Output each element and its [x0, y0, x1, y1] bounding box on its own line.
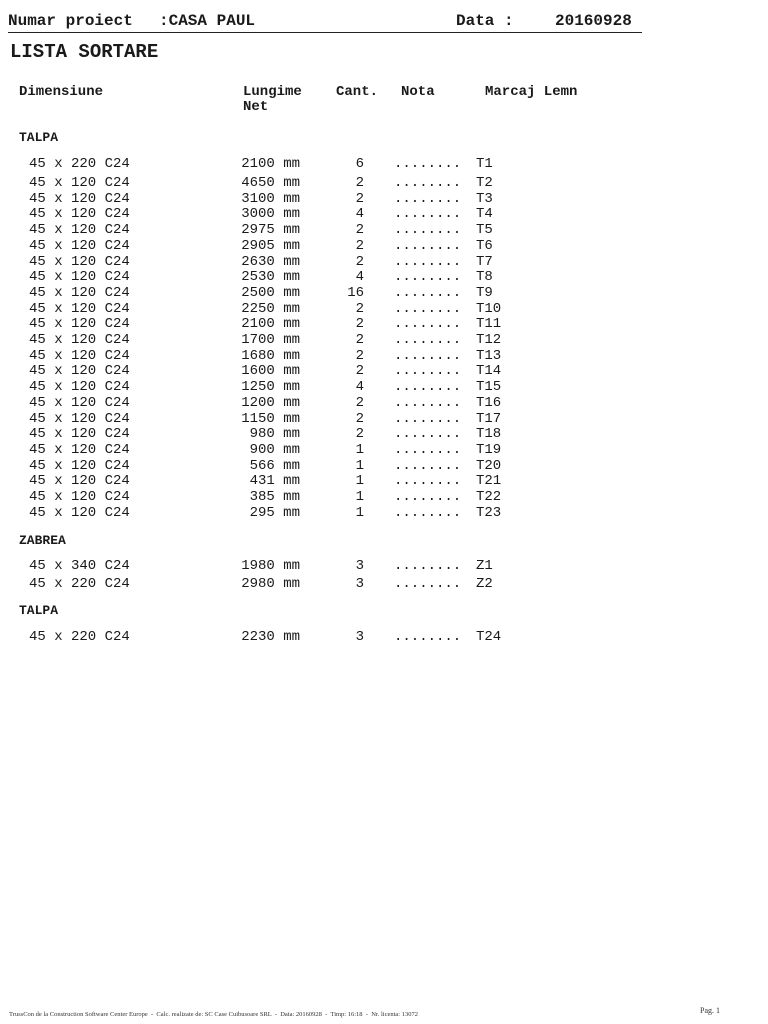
list-item [0, 458, 768, 474]
list-item [0, 316, 768, 332]
note-cell: ........ [394, 222, 462, 239]
note-cell: ........ [394, 457, 462, 474]
list-item [0, 576, 768, 592]
dimension-cell: 45 x 120 C24 [29, 253, 130, 270]
note-cell: ........ [394, 316, 462, 333]
quantity-cell: 4 [355, 206, 364, 223]
mark-cell: T11 [476, 316, 502, 333]
list-item [0, 426, 768, 442]
quantity-cell: 4 [355, 269, 364, 286]
quantity-cell: 4 [355, 379, 364, 396]
list-item [0, 505, 768, 521]
mark-cell: T15 [476, 379, 502, 396]
quantity-cell: 1 [355, 441, 364, 458]
mark-cell: T2 [476, 175, 493, 191]
length-cell: 385 mm [249, 489, 300, 505]
quantity-cell: 6 [355, 156, 364, 172]
date-label: Data : [456, 12, 514, 30]
length-cell: 566 mm [249, 457, 300, 474]
length-cell: 2905 mm [241, 237, 300, 254]
dimension-cell: 45 x 120 C24 [29, 332, 130, 348]
list-item [0, 301, 768, 317]
header-divider [8, 32, 642, 33]
quantity-cell: 3 [355, 558, 364, 574]
quantity-cell: 3 [355, 629, 364, 645]
quantity-cell: 16 [347, 284, 364, 301]
mark-cell: T12 [476, 332, 502, 348]
dimension-cell: 45 x 220 C24 [29, 156, 130, 172]
quantity-cell: 2 [355, 175, 364, 191]
section-heading: ZABREA [19, 533, 66, 548]
mark-cell: T4 [476, 206, 493, 223]
mark-cell: T22 [476, 489, 502, 505]
dimension-cell: 45 x 120 C24 [29, 379, 130, 396]
length-cell: 1250 mm [241, 379, 300, 396]
note-cell: ........ [394, 379, 462, 396]
note-cell: ........ [394, 504, 462, 521]
quantity-cell: 2 [355, 222, 364, 239]
dimension-cell: 45 x 340 C24 [29, 558, 130, 574]
list-item [0, 285, 768, 301]
quantity-cell: 2 [355, 332, 364, 348]
note-cell: ........ [394, 206, 462, 223]
dimension-cell: 45 x 120 C24 [29, 394, 130, 411]
note-cell: ........ [394, 190, 462, 207]
column-header-dimension: Dimensiune [19, 84, 104, 100]
quantity-cell: 2 [355, 253, 364, 270]
dimension-cell: 45 x 120 C24 [29, 222, 130, 239]
length-cell: 1700 mm [241, 332, 300, 348]
quantity-cell: 2 [355, 237, 364, 254]
mark-cell: T17 [476, 410, 502, 427]
quantity-cell: 2 [355, 190, 364, 207]
length-cell: 295 mm [249, 504, 300, 521]
dimension-cell: 45 x 120 C24 [29, 489, 130, 505]
note-cell: ........ [394, 441, 462, 458]
list-item [0, 254, 768, 270]
mark-cell: Z1 [476, 558, 493, 574]
page-title: LISTA SORTARE [10, 41, 159, 63]
note-cell: ........ [394, 575, 462, 592]
note-cell: ........ [394, 426, 462, 443]
list-item [0, 238, 768, 254]
mark-cell: T20 [476, 457, 502, 474]
length-cell: 4650 mm [241, 175, 300, 191]
list-item [0, 379, 768, 395]
note-cell: ........ [394, 410, 462, 427]
mark-cell: T8 [476, 269, 493, 286]
note-cell: ........ [394, 175, 462, 191]
quantity-cell: 1 [355, 489, 364, 505]
quantity-cell: 1 [355, 504, 364, 521]
length-cell: 3000 mm [241, 206, 300, 223]
quantity-cell: 2 [355, 394, 364, 411]
note-cell: ........ [394, 489, 462, 505]
length-cell: 900 mm [249, 441, 300, 458]
quantity-cell: 2 [355, 410, 364, 427]
mark-cell: T24 [476, 629, 502, 645]
section-heading: TALPA [19, 130, 59, 145]
column-header-quantity: Cant. [336, 84, 379, 100]
mark-cell: T13 [476, 347, 502, 364]
length-cell: 3100 mm [241, 190, 300, 207]
quantity-cell: 2 [355, 300, 364, 317]
note-cell: ........ [394, 237, 462, 254]
dimension-cell: 45 x 120 C24 [29, 284, 130, 301]
note-cell: ........ [394, 347, 462, 364]
mark-cell: T7 [476, 253, 493, 270]
length-cell: 1200 mm [241, 394, 300, 411]
mark-cell: T1 [476, 156, 493, 172]
list-item [0, 175, 768, 191]
quantity-cell: 3 [355, 575, 364, 592]
dimension-cell: 45 x 120 C24 [29, 473, 130, 490]
list-item [0, 269, 768, 285]
list-item [0, 191, 768, 207]
length-cell: 2980 mm [241, 575, 300, 592]
quantity-cell: 2 [355, 347, 364, 364]
dimension-cell: 45 x 120 C24 [29, 504, 130, 521]
dimension-cell: 45 x 120 C24 [29, 441, 130, 458]
note-cell: ........ [394, 284, 462, 301]
quantity-cell: 1 [355, 473, 364, 490]
quantity-cell: 2 [355, 316, 364, 333]
dimension-cell: 45 x 120 C24 [29, 175, 130, 191]
dimension-cell: 45 x 120 C24 [29, 300, 130, 317]
list-item [0, 473, 768, 489]
mark-cell: T5 [476, 222, 493, 239]
note-cell: ........ [394, 269, 462, 286]
mark-cell: T19 [476, 441, 502, 458]
date-value: 20160928 [555, 12, 632, 30]
note-cell: ........ [394, 473, 462, 490]
note-cell: ........ [394, 332, 462, 348]
mark-cell: T14 [476, 363, 502, 380]
length-cell: 2630 mm [241, 253, 300, 270]
mark-cell: T10 [476, 300, 502, 317]
list-item [0, 348, 768, 364]
length-cell: 2230 mm [241, 629, 300, 645]
quantity-cell: 1 [355, 457, 364, 474]
length-cell: 1980 mm [241, 558, 300, 574]
dimension-cell: 45 x 120 C24 [29, 237, 130, 254]
page-number: Pag. 1 [700, 1006, 720, 1015]
list-item [0, 363, 768, 379]
list-item [0, 629, 768, 645]
quantity-cell: 2 [355, 426, 364, 443]
list-item [0, 395, 768, 411]
length-cell: 2250 mm [241, 300, 300, 317]
mark-cell: T23 [476, 504, 502, 521]
project-value: :CASA PAUL [159, 12, 256, 30]
column-header-length: Lungime Net [243, 84, 302, 115]
note-cell: ........ [394, 156, 462, 172]
column-header-mark: Marcaj Lemn [485, 84, 578, 100]
length-cell: 1600 mm [241, 363, 300, 380]
list-item [0, 558, 768, 574]
dimension-cell: 45 x 220 C24 [29, 575, 130, 592]
length-cell: 2530 mm [241, 269, 300, 286]
length-cell: 1150 mm [241, 410, 300, 427]
length-cell: 2500 mm [241, 284, 300, 301]
dimension-cell: 45 x 120 C24 [29, 316, 130, 333]
mark-cell: T16 [476, 394, 502, 411]
note-cell: ........ [394, 300, 462, 317]
footer-text: TrussCon de la Construction Software Center Europe - Calc. realizate de: SC Case Cuibusoare SRL - Data: 20160928 - Timp: 16:18 - Nr. licenta: 13072 [9, 1011, 418, 1018]
length-cell: 980 mm [249, 426, 300, 443]
dimension-cell: 45 x 120 C24 [29, 190, 130, 207]
note-cell: ........ [394, 558, 462, 574]
length-cell: 2100 mm [241, 316, 300, 333]
note-cell: ........ [394, 394, 462, 411]
dimension-cell: 45 x 120 C24 [29, 363, 130, 380]
list-item [0, 206, 768, 222]
dimension-cell: 45 x 120 C24 [29, 347, 130, 364]
mark-cell: T9 [476, 284, 493, 301]
list-item [0, 442, 768, 458]
column-header-note: Nota [401, 84, 435, 100]
quantity-cell: 2 [355, 363, 364, 380]
mark-cell: T21 [476, 473, 502, 490]
dimension-cell: 45 x 120 C24 [29, 269, 130, 286]
mark-cell: T6 [476, 237, 493, 254]
list-item [0, 332, 768, 348]
note-cell: ........ [394, 363, 462, 380]
length-cell: 2975 mm [241, 222, 300, 239]
mark-cell: T3 [476, 190, 493, 207]
length-cell: 431 mm [249, 473, 300, 490]
length-cell: 1680 mm [241, 347, 300, 364]
list-item [0, 222, 768, 238]
dimension-cell: 45 x 120 C24 [29, 206, 130, 223]
dimension-cell: 45 x 120 C24 [29, 426, 130, 443]
length-cell: 2100 mm [241, 156, 300, 172]
dimension-cell: 45 x 120 C24 [29, 410, 130, 427]
list-item [0, 156, 768, 172]
list-item [0, 489, 768, 505]
note-cell: ........ [394, 629, 462, 645]
dimension-cell: 45 x 120 C24 [29, 457, 130, 474]
dimension-cell: 45 x 220 C24 [29, 629, 130, 645]
note-cell: ........ [394, 253, 462, 270]
project-label: Numar proiect [8, 12, 133, 30]
section-heading: TALPA [19, 603, 59, 618]
mark-cell: Z2 [476, 575, 493, 592]
mark-cell: T18 [476, 426, 502, 443]
list-item [0, 411, 768, 427]
